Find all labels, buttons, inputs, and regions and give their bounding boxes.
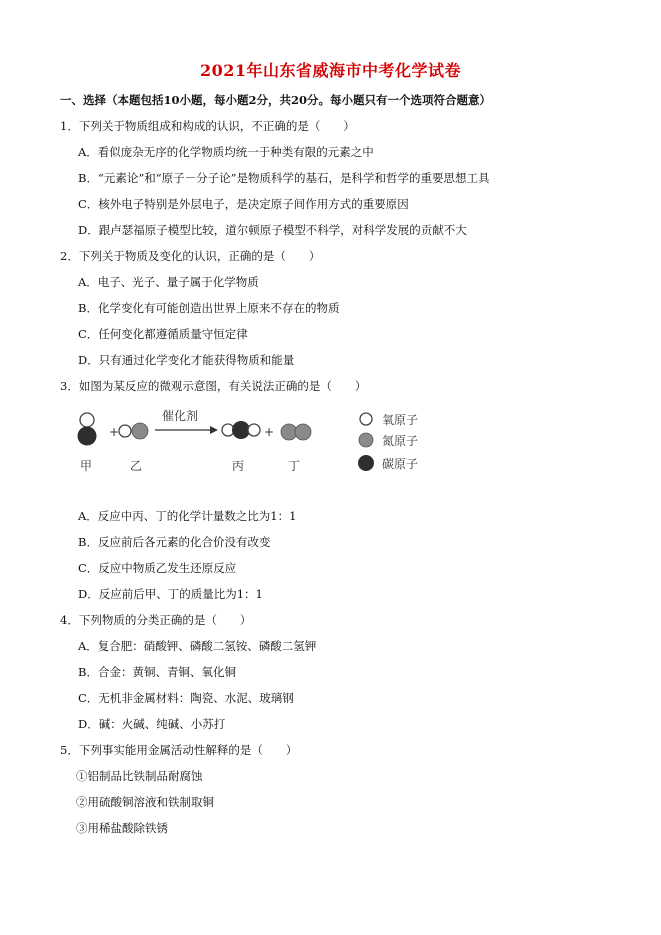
question-3-option-b: B．反应前后各元素的化合价没有改变 <box>78 535 271 549</box>
question-4-option-c: C．无机非金属材料：陶瓷、水泥、玻璃钢 <box>78 691 294 705</box>
oxygen-atom <box>119 425 131 437</box>
plus-sign-2: + <box>264 425 275 439</box>
question-5-item-2: ②用硫酸铜溶液和铁制取铜 <box>76 795 214 809</box>
question-3-stem: 3．如图为某反应的微观示意图，有关说法正确的是（ ） <box>60 379 367 393</box>
molecule-ding <box>281 424 311 440</box>
exam-title: 2021年山东省威海市中考化学试卷 <box>199 61 462 80</box>
section-heading: 一、选择（本题包括10小题，每小题2分，共20分。每小题只有一个选项符合题意） <box>60 93 492 107</box>
oxygen-atom <box>80 413 94 427</box>
question-5-stem: 5．下列事实能用金属活动性解释的是（ ） <box>60 743 298 757</box>
question-1-option-a: A．看似庞杂无序的化学物质均统一于种类有限的元素之中 <box>78 145 374 159</box>
question-2-option-d: D．只有通过化学变化才能获得物质和能量 <box>78 353 295 367</box>
question-4-option-b: B．合金：黄铜、青铜、氧化铜 <box>78 665 236 679</box>
nitrogen-atom <box>295 424 311 440</box>
reaction-diagram <box>60 403 460 481</box>
question-2-stem: 2．下列关于物质及变化的认识，正确的是（ ） <box>60 249 321 263</box>
legend-oxygen-label: 氧原子 <box>382 413 419 427</box>
question-4-option-d: D．碱：火碱、纯碱、小苏打 <box>78 717 226 731</box>
molecule-jia <box>78 413 97 446</box>
label-bing: 丙 <box>232 459 245 473</box>
atom-legend <box>358 413 418 471</box>
question-5-item-1: ①铝制品比铁制品耐腐蚀 <box>76 769 203 783</box>
question-3-option-a: A．反应中丙、丁的化学计量数之比为1：1 <box>78 509 297 523</box>
label-ding: 丁 <box>288 459 301 473</box>
legend-nitrogen-swatch <box>359 433 373 447</box>
label-jia: 甲 <box>80 459 93 473</box>
legend-oxygen-swatch <box>360 413 372 425</box>
legend-carbon-label: 碳原子 <box>382 457 419 471</box>
question-2-option-c: C．任何变化都遵循质量守恒定律 <box>78 327 248 341</box>
question-1-option-b: B．“元素论”和“原子－分子论”是物质科学的基石，是科学和哲学的重要思想工具 <box>78 171 490 185</box>
molecule-yi <box>119 423 148 439</box>
nitrogen-atom <box>132 423 148 439</box>
catalyst-label: 催化剂 <box>162 409 199 423</box>
carbon-atom <box>78 427 97 446</box>
question-1-option-c: C．核外电子特别是外层电子，是决定原子间作用方式的重要原因 <box>78 197 409 211</box>
reaction-arrow-head-icon <box>210 426 218 434</box>
label-yi: 乙 <box>130 459 143 473</box>
question-1-option-d: D．跟卢瑟福原子模型比较，道尔顿原子模型不科学，对科学发展的贡献不大 <box>78 223 467 237</box>
question-2-option-b: B．化学变化有可能创造出世界上原来不存在的物质 <box>78 301 340 315</box>
molecule-bing <box>222 421 260 439</box>
oxygen-atom <box>248 424 260 436</box>
question-1-stem: 1．下列关于物质组成和构成的认识，不正确的是（ ） <box>60 119 355 133</box>
question-2-option-a: A．电子、光子、量子属于化学物质 <box>78 275 259 289</box>
legend-carbon-swatch <box>358 455 374 471</box>
question-5-item-3: ③用稀盐酸除铁锈 <box>76 821 168 835</box>
legend-nitrogen-label: 氮原子 <box>382 434 419 448</box>
question-4-option-a: A．复合肥：硝酸钾、磷酸二氢铵、磷酸二氢钾 <box>78 639 317 653</box>
carbon-atom <box>232 421 250 439</box>
question-4-stem: 4．下列物质的分类正确的是（ ） <box>60 613 252 627</box>
question-3-option-c: C．反应中物质乙发生还原反应 <box>78 561 237 575</box>
question-3-option-d: D．反应前后甲、丁的质量比为1：1 <box>78 587 263 601</box>
plus-sign-1: + <box>109 425 120 439</box>
